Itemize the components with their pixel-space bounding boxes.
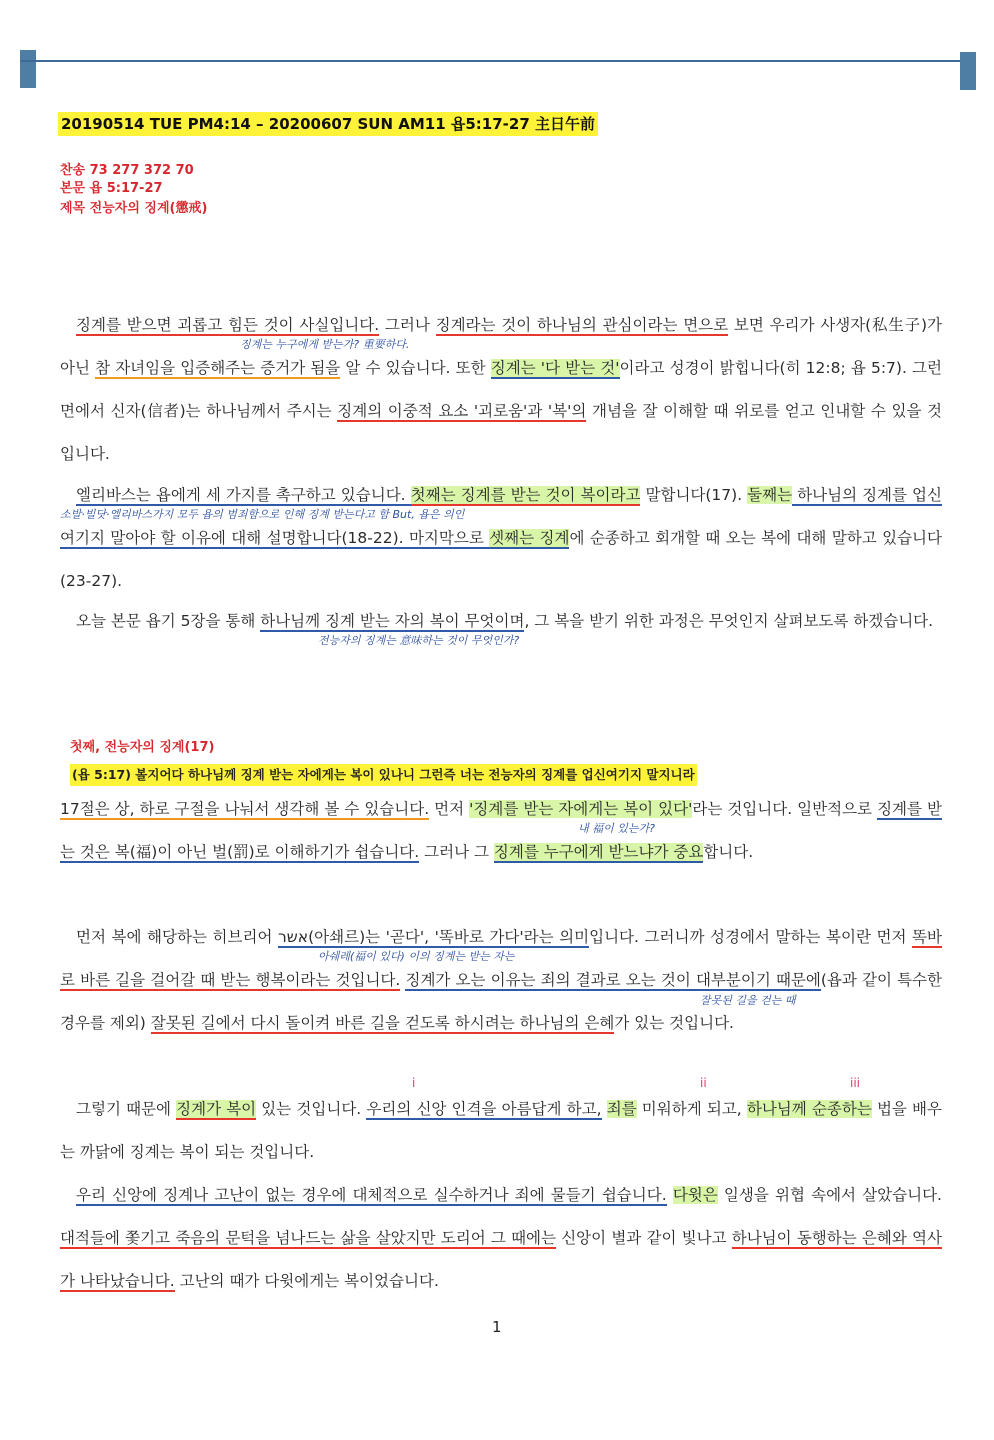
handwritten-note: 소발·빌닷·엘리바스가지 모두 욥의 범죄함으로 인해 징계 받는다고 함 But, 욥은 의인 bbox=[60, 508, 465, 521]
hymn-line: 찬송 73 277 372 70 bbox=[60, 163, 194, 178]
intro-paragraph-1: 징계를 받으면 괴롭고 힘든 것이 사실입니다. 그러나 징계라는 것이 하나님의 관심이라는 면으로 보면 우리가 사생자(私生子)가 아닌 참 자녀임을 입증해주는 증거가 됨을 알 수 있습니다. 또한 징계는 '다 받는 것'이라고 성경이 밝힙니다(히 12:8; 욥 5:7). 그런 면에서 신자(信者)는 하나님께서 주시는 징계의 이중적 요소 '괴로움'과 '복'의 개념을 잘 이해할 때 위로를 얻고 인내할 수 있을 것입니다. bbox=[60, 316, 943, 463]
page-number: 1 bbox=[492, 1318, 502, 1336]
handwritten-note: 전능자의 징계는 意味하는 것이 무엇인가? bbox=[318, 634, 520, 647]
verse-quote: (욥 5:17) 볼지어다 하나님께 징계 받는 자에게는 복이 있나니 그런즉 너는 전능자의 징계를 업신여기지 말지니라 bbox=[70, 764, 697, 786]
section-paragraph-1: 17절은 상, 하로 구절을 나눠서 생각해 볼 수 있습니다. 먼저 '징계를 받는 자에게는 복이 있다'라는 것입니다. 일반적으로 징계를 받는 것은 복(福)이 아닌 벌(罰)로 이해하기가 쉽습니다. 그러나 그 징계를 누구에게 받느냐가 중요합니다. bbox=[60, 800, 942, 861]
intro-paragraph-3: 오늘 본문 욥기 5장을 통해 하나님께 징계 받는 자의 복이 무엇이며, 그 복을 받기 위한 과정은 무엇인지 살펴보도록 하겠습니다. bbox=[76, 612, 934, 630]
margin-mark: i bbox=[412, 1076, 416, 1090]
margin-mark: ii bbox=[700, 1076, 707, 1090]
right-margin-tab bbox=[960, 52, 976, 90]
section-heading: 첫째, 전능자의 징계(17) bbox=[70, 740, 215, 755]
section-paragraph-2: 먼저 복에 해당하는 히브리어 אשר(아쇄르)는 '곧다', '똑바로 가다'라는 의미입니다. 그러니까 성경에서 말하는 복이란 먼저 똑바로 바른 길을 걸어갈 때 받는 행복이라는 것입니다. 징계가 오는 이유는 죄의 결과로 오는 것이 대부분이기 때문에(욥과 같이 특수한 경우를 제외) 잘못된 길에서 다시 돌이켜 바른 길을 걷도록 하시려는 하나님의 은혜가 있는 것입니다. bbox=[60, 928, 942, 1032]
handwritten-note: 징계는 누구에게 받는가? 重要하다. bbox=[240, 338, 410, 351]
margin-mark: iii bbox=[850, 1076, 861, 1090]
scripture-line: 본문 욥 5:17-27 bbox=[60, 181, 163, 196]
handwritten-note: 잘못된 길을 걷는 때 bbox=[700, 994, 796, 1007]
top-rule bbox=[20, 60, 974, 62]
intro-paragraph-2: 엘리바스는 욥에게 세 가지를 촉구하고 있습니다. 첫째는 징계를 받는 것이 복이라고 말합니다(17). 둘째는 하나님의 징계를 업신여기지 말아야 할 이유에 대해 설명합니다(18-22). 마지막으로 셋째는 징계에 순종하고 회개할 때 오는 복에 대해 말하고 있습니다(23-27). bbox=[60, 486, 942, 590]
sermon-title: 제목 전능자의 징계(懲戒) bbox=[60, 201, 208, 216]
left-margin-tab bbox=[20, 50, 36, 88]
section-paragraph-4: 우리 신앙에 징계나 고난이 없는 경우에 대체적으로 실수하거나 죄에 물들기 쉽습니다. 다윗은 일생을 위협 속에서 살았습니다. 대적들에 쫓기고 죽음의 문턱을 넘나드는 삶을 살았지만 도리어 그 때에는 신앙이 별과 같이 빛나고 하나님이 동행하는 은혜와 역사가 나타났습니다. 고난의 때가 다윗에게는 복이었습니다. bbox=[60, 1186, 942, 1290]
section-paragraph-3: 그렇기 때문에 징계가 복이 있는 것입니다. 우리의 신앙 인격을 아름답게 하고, 죄를 미워하게 되고, 하나님께 순종하는 법을 배우는 까닭에 징계는 복이 되는 것입니다. bbox=[60, 1100, 942, 1161]
date-header: 20190514 TUE PM4:14 – 20200607 SUN AM11 욥5:17-27 主日午前 bbox=[58, 112, 598, 136]
handwritten-note: 아쉐레(福이 있다) 이의 징계는 받는 자는 bbox=[318, 950, 515, 963]
handwritten-note: 내 福이 있는가? bbox=[578, 822, 655, 835]
